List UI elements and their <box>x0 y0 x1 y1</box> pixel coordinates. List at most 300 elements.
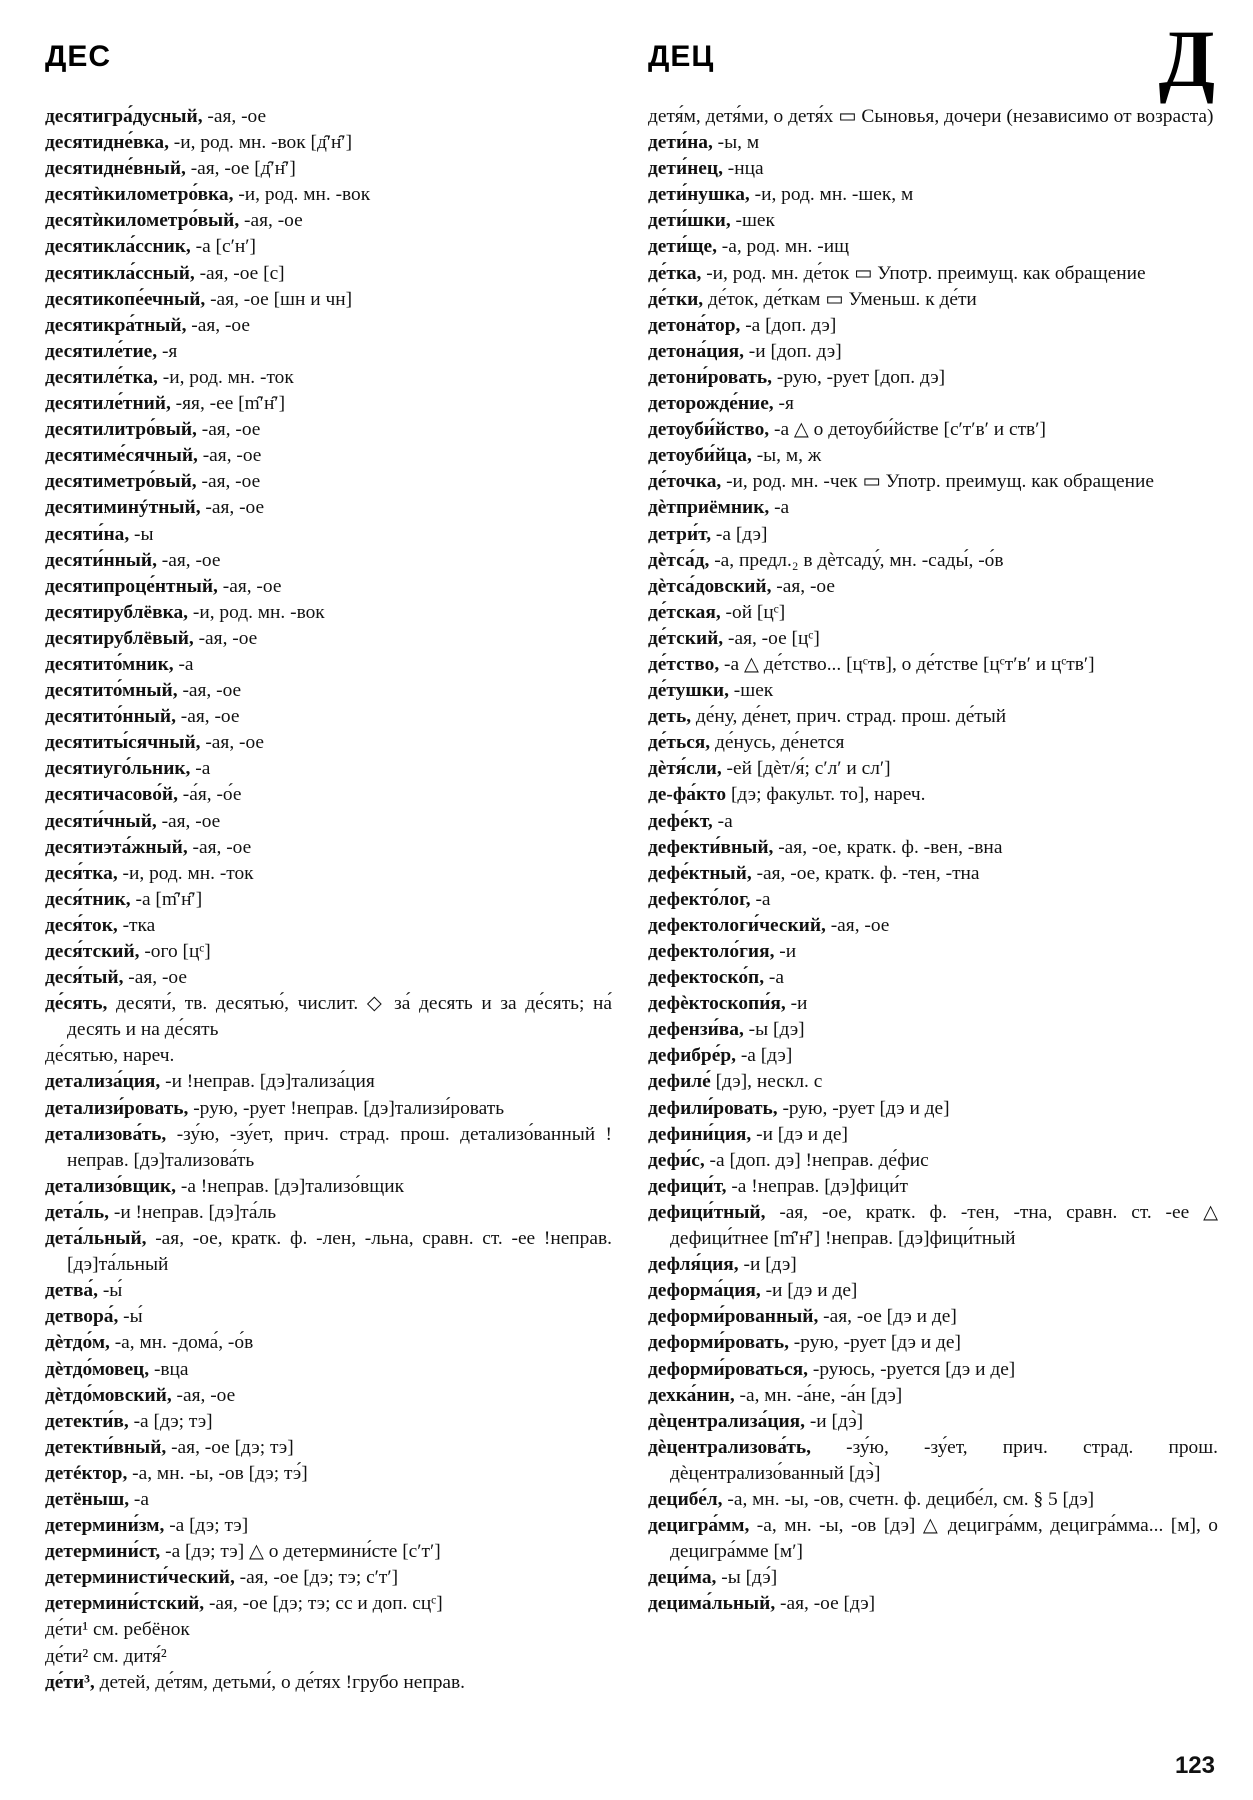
dictionary-entry <box>648 1487 1218 1513</box>
entry-text: детей, де́тям, детьми́, о де́тях !грубо неправ. <box>94 1671 466 1693</box>
entry-headword: десятиминýтный, <box>45 497 201 519</box>
entry-text: -ы́ <box>118 1306 143 1328</box>
entry-headword: дефля́ция, <box>648 1254 739 1276</box>
entry-text: -ая, -ое <box>202 106 267 127</box>
entry-headword: де́сять, <box>45 993 108 1015</box>
dictionary-entry <box>45 1565 612 1591</box>
entry-text: -тка <box>117 914 156 936</box>
dictionary-entry <box>45 782 612 808</box>
entry-headword: дехка́нин, <box>648 1384 735 1406</box>
dictionary-entry <box>648 678 1218 704</box>
entry-text: -а [дэ; тэ] <box>164 1515 249 1537</box>
page-number: 123 <box>1174 1752 1215 1779</box>
dictionary-entry <box>45 626 612 652</box>
dictionary-entry <box>45 1539 612 1565</box>
entry-text: -ая, -ое [дэ; тэ; сс и доп. сцᶜ] <box>204 1593 443 1615</box>
entry-text: -и !неправ. [дэ]тализа́ция <box>160 1071 375 1093</box>
entry-headword: децибе́л, <box>648 1488 723 1510</box>
entry-headword: дети́на, <box>648 132 713 154</box>
dictionary-entry <box>648 1330 1218 1356</box>
entry-text: -ая, -ое [дэ; тэ; сʹтʹ] <box>234 1567 399 1589</box>
entry-headword: де́тская, <box>648 601 721 623</box>
dictionary-entry <box>648 365 1218 391</box>
entry-headword: деторожде́ние, <box>648 393 774 415</box>
dictionary-entry <box>648 1513 1218 1565</box>
entry-text: -руюсь, -руется [дэ и де] <box>808 1358 1016 1380</box>
entry-headword: детермини́зм, <box>45 1515 165 1537</box>
entry-text: -ая, -ое, кратк. ф. -вен, -вна <box>773 836 1003 858</box>
dictionary-entry <box>45 991 612 1043</box>
entry-text: -а <box>173 653 194 675</box>
entry-text: -и [дэ и де] <box>760 1280 858 1302</box>
entry-headword: дѐцентрализова́ть, <box>648 1436 812 1458</box>
entry-headword: детёныш, <box>45 1488 130 1510</box>
dictionary-entry <box>45 809 612 835</box>
dictionary-entry <box>648 443 1218 469</box>
dictionary-entry <box>648 991 1218 1017</box>
entry-headword: детва́, <box>45 1280 98 1302</box>
entry-text: -ая, -ое, кратк. ф. -тен, -тна <box>751 862 980 884</box>
entry-headword: детермини́стский, <box>45 1593 205 1615</box>
entry-text: -а, род. мн. -ищ <box>716 236 850 258</box>
entry-headword: дефѐктоскопи́я, <box>648 993 786 1015</box>
entry-headword: детри́т, <box>648 523 712 545</box>
entry-headword: деформи́роваться, <box>648 1358 809 1380</box>
entry-text: -а <box>750 888 771 910</box>
entry-headword: детоуби́йца, <box>648 445 752 467</box>
entry-headword: детализо́вщик, <box>45 1175 177 1197</box>
entry-text: -а [дэ] <box>711 523 768 545</box>
dictionary-entry <box>45 443 612 469</box>
dictionary-entry <box>45 1278 612 1304</box>
entry-text: де́ти² см. дитя́² <box>45 1645 167 1667</box>
entry-headword: детвора́, <box>45 1306 119 1328</box>
entry-text: -а <box>769 497 790 519</box>
entry-text: -а △ де́тство... [цᶜтв], о де́тстве [цᶜтʹвʹ и цᶜтвʹ] <box>719 653 1095 675</box>
dictionary-entry <box>648 600 1218 626</box>
dictionary-entry <box>45 1409 612 1435</box>
entry-text: -ы [дэ́] <box>716 1567 778 1589</box>
dictionary-entry <box>45 1487 612 1513</box>
dictionary-entry <box>648 965 1218 991</box>
dictionary-entry <box>45 600 612 626</box>
entry-text: -ая, -ое <box>175 706 240 728</box>
entry-headword: десятилитро́вый, <box>45 419 197 441</box>
dictionary-entry <box>648 730 1218 756</box>
entry-text: -ая, -ое [дэ и де] <box>818 1306 957 1328</box>
entry-headword: де́тский, <box>648 627 724 649</box>
entry-text: -ая, -ое, кратк. ф. -тен, -тна, сравн. ст. -ее △ дефици́тнее [m̑ʹн̑ʹ] !неправ. [дэ]фици́тный <box>670 1201 1218 1250</box>
dictionary-entry <box>45 1330 612 1356</box>
entry-text: -а, мн. -дома́, -о́в <box>109 1332 254 1354</box>
entry-text: -ая, -ое <box>239 210 303 232</box>
dictionary-entry <box>45 365 612 391</box>
entry-headword: десятиле́тие, <box>45 340 158 362</box>
entry-headword: десятиле́тний, <box>45 393 171 415</box>
entry-text: -а, предл.₂ в дѐтсаду́, мн. -сады́, -о́в <box>709 549 1004 571</box>
dictionary-entry <box>45 704 612 730</box>
entry-text: -а △ о детоуби́йстве [сʹтʹвʹ и ствʹ] <box>769 419 1046 441</box>
entry-text: детя́м, детя́ми, о детя́х ▭ Сыновья, дочери (независимо от возраста) <box>648 106 1214 127</box>
entry-headword: дефи́с, <box>648 1149 705 1171</box>
dictionary-entry <box>648 1043 1218 1069</box>
dictionary-entry <box>648 261 1218 287</box>
dictionary-entry <box>648 1174 1218 1200</box>
entry-text: -ая, -ое <box>825 914 890 936</box>
entry-text: -ей [дѐт/я́; сʹлʹ и слʹ] <box>721 758 891 780</box>
entry-text: -и <box>774 941 797 962</box>
entry-headword: дѐтдо́мовский, <box>45 1384 172 1406</box>
entry-text: -и, род. мн. -вок <box>188 601 325 623</box>
dictionary-entry <box>648 234 1218 260</box>
dictionary-entry <box>45 261 612 287</box>
dictionary-entry <box>648 887 1218 913</box>
entry-headword: деся́тский, <box>45 941 140 962</box>
entry-headword: дети́нушка, <box>648 184 750 206</box>
entry-text: -ая, -ое [дэ] <box>775 1593 876 1615</box>
entry-text: -а, мн. -ы, -ов [дэ] △ децигра́мм, децигра́мма... [м], о децигра́мме [мʹ] <box>670 1515 1218 1563</box>
entry-text: -и, род. мн. -вок <box>233 184 371 206</box>
entry-headword: десятиуго́льник, <box>45 758 191 780</box>
entry-text: -а [m̑ʹн̑ʹ] <box>130 888 203 910</box>
entry-headword: десятипроце́нтный, <box>45 575 218 597</box>
entry-text: -ая, -ое [дэ; тэ] <box>166 1436 294 1458</box>
dictionary-entry <box>648 574 1218 600</box>
dictionary-entry <box>648 939 1218 965</box>
entry-text: -рую, -рует [доп. дэ] <box>772 366 946 388</box>
entry-headword: деся́тник, <box>45 888 131 910</box>
dictionary-entry <box>648 835 1218 861</box>
entry-text: -ого [цᶜ] <box>139 941 211 962</box>
entry-headword: детерминисти́ческий, <box>45 1567 235 1589</box>
entry-text: де́ну, де́нет, прич. страд. прош. де́тый <box>691 706 1007 728</box>
entry-headword: десятикра́тный, <box>45 314 187 336</box>
entry-headword: де-фа́кто <box>648 784 727 806</box>
entry-text: -и [доп. дэ] <box>743 340 842 362</box>
dictionary-entry <box>648 287 1218 313</box>
entry-text: -ой [цᶜ] <box>720 601 786 623</box>
dictionary-entry <box>45 182 612 208</box>
entry-headword: дѐтса́довский, <box>648 575 772 597</box>
entry-text: -ая, -ое <box>200 497 265 519</box>
entry-text: -ая, -ое <box>171 1384 236 1406</box>
dictionary-entry <box>648 861 1218 887</box>
entry-text: де́ток, де́ткам ▭ Уменьш. к де́ти <box>703 288 977 310</box>
entry-headword: детализова́ть, <box>45 1123 167 1145</box>
dictionary-entry <box>45 965 612 991</box>
entry-headword: детекти́в, <box>45 1410 129 1432</box>
entry-headword: дефибре́р, <box>648 1045 736 1067</box>
dictionary-entry <box>45 156 612 182</box>
entry-text: -ая, -ое [цᶜ] <box>723 627 820 649</box>
entry-headword: детона́ция, <box>648 340 744 362</box>
entry-headword: деся́тка, <box>45 862 118 884</box>
entry-headword: дефиле́ <box>648 1071 711 1093</box>
dictionary-entry <box>45 1357 612 1383</box>
entry-headword: детермини́ст, <box>45 1541 161 1563</box>
dictionary-entry <box>45 1644 612 1670</box>
dictionary-entry <box>648 417 1218 443</box>
entry-headword: дефектоско́п, <box>648 967 765 989</box>
dictionary-entry <box>648 495 1218 521</box>
entry-headword: дети́ще, <box>648 236 717 258</box>
entry-headword: дѐтдо́м, <box>45 1332 110 1354</box>
dictionary-entry <box>45 1069 612 1095</box>
entry-headword: де́тка, <box>648 262 702 284</box>
entry-text: десяти́, тв. десятью́, числит. ◇ за́ десять и за де́сять; на́ десять и на де́сять <box>67 993 612 1041</box>
entry-headword: десятигра́дусный, <box>45 106 203 127</box>
entry-headword: дефекто́лог, <box>648 888 751 910</box>
dictionary-entry <box>45 678 612 704</box>
entry-headword: деформа́ция, <box>648 1280 761 1302</box>
entry-text: -и, род. мн. -ток <box>117 862 254 884</box>
entry-text: -ы [дэ] <box>743 1019 805 1041</box>
dictionary-entry <box>648 1017 1218 1043</box>
dictionary-entry <box>648 1278 1218 1304</box>
entry-text: -а <box>764 967 784 989</box>
dictionary-entry <box>45 1435 612 1461</box>
entry-text: де́ти¹ см. ребёнок <box>45 1619 190 1641</box>
entry-headword: десятито́нный, <box>45 706 176 728</box>
dictionary-entry <box>45 391 612 417</box>
dictionary-entry <box>45 522 612 548</box>
dictionary-entry <box>45 887 612 913</box>
dictionary-entry <box>45 756 612 782</box>
entry-text: -зу́ю, -зу́ет, прич. страд. прош. детализо́ванный !неправ. [дэ]тализова́ть <box>67 1123 612 1171</box>
entry-text: -нца <box>722 158 764 180</box>
entry-text: -и [дэ] <box>738 1254 797 1276</box>
entry-text: -а, мн. -ы, -ов, счетн. ф. децибе́л, см. § 5 [дэ] <box>722 1488 1095 1510</box>
entry-text: -и <box>785 993 808 1015</box>
entry-headword: десятикопе́ечный, <box>45 288 206 310</box>
entry-headword: де́тки, <box>648 288 704 310</box>
entry-text: -зу́ю, -зу́ет, прич. страд. прош. дѐцентрализо́ванный [дэ̀] <box>670 1436 1218 1484</box>
entry-text: -а, мн. -ы, -ов [дэ; тэ́] <box>127 1462 308 1484</box>
entry-text: -ы, м <box>712 132 760 154</box>
entry-headword: деть, <box>648 706 692 728</box>
entry-text: -я <box>773 393 794 415</box>
entry-headword: де́тушки, <box>648 680 729 702</box>
entry-headword: дефе́ктный, <box>648 862 752 884</box>
entry-headword: деци́ма, <box>648 1567 717 1589</box>
dictionary-entry <box>648 913 1218 939</box>
right-column <box>648 104 1218 1617</box>
entry-text: -ая, -ое, кратк. ф. -лен, -льна, сравн. ст. -ее !неправ. [дэ]та́льный <box>67 1228 612 1276</box>
entry-headword: дефекти́вный, <box>648 836 774 858</box>
dictionary-entry <box>648 182 1218 208</box>
entry-text: -шек <box>728 680 774 702</box>
entry-text: -а [сʹнʹ] <box>190 236 256 258</box>
dictionary-entry <box>45 730 612 756</box>
entry-text: -яя, -ее [m̑ʹн̑ʹ] <box>170 393 286 415</box>
dictionary-entry <box>648 548 1218 574</box>
entry-headword: десяти́чный, <box>45 810 157 832</box>
entry-headword: деформи́ровать, <box>648 1332 789 1354</box>
entry-headword: десятикла́ссный, <box>45 262 195 284</box>
entry-headword: десятикла́ссник, <box>45 236 191 258</box>
entry-headword: дефе́кт, <box>648 810 713 832</box>
entry-text: -а <box>129 1488 149 1510</box>
dictionary-entry <box>45 1617 612 1643</box>
entry-text: -ая, -ое <box>771 575 835 597</box>
dictionary-entry <box>45 939 612 965</box>
entry-text: -а [доп. дэ] <box>740 314 837 336</box>
entry-text: -а !неправ. [дэ]фици́т <box>726 1175 908 1197</box>
entry-headword: де́точка, <box>648 471 722 493</box>
entry-text: де́нусь, де́нется <box>710 732 845 754</box>
entry-headword: детализа́ция, <box>45 1071 161 1093</box>
dictionary-entry <box>648 704 1218 730</box>
dictionary-entry <box>648 104 1218 130</box>
entry-headword: дѐтса́д, <box>648 549 710 571</box>
entry-text: -и [дэ̀] <box>805 1410 864 1432</box>
entry-text: -ы́ <box>97 1280 123 1302</box>
dictionary-entry <box>648 1252 1218 1278</box>
entry-text: -и [дэ и де] <box>751 1123 848 1145</box>
entry-text: -ая, -ое [с] <box>194 262 285 284</box>
entry-headword: дѐтя́сли, <box>648 758 722 780</box>
entry-headword: десятидне́вка, <box>45 132 169 154</box>
dictionary-entry <box>648 339 1218 365</box>
entry-text: -ая, -ое <box>187 836 252 858</box>
entry-text: -ая, -ое <box>197 445 262 467</box>
entry-headword: детекти́вный, <box>45 1436 167 1458</box>
entry-text: -и, род. мн. -шек, м <box>749 184 914 206</box>
entry-headword: дефини́ция, <box>648 1123 752 1145</box>
entry-text: -ая, -ое <box>156 549 221 571</box>
dictionary-entry <box>648 1565 1218 1591</box>
entry-headword: десятирублёвка, <box>45 601 189 623</box>
entry-headword: дефектоло́гия, <box>648 941 775 962</box>
dictionary-entry <box>45 1461 612 1487</box>
entry-headword: дефици́т, <box>648 1175 727 1197</box>
dictionary-entry <box>648 1357 1218 1383</box>
entry-text: -ая, -ое <box>186 314 250 336</box>
dictionary-entry <box>45 1174 612 1200</box>
entry-headword: десяти́нный, <box>45 549 157 571</box>
dictionary-entry <box>45 1226 612 1278</box>
entry-text: -ая, -ое [д̑ʹн̑ʹ] <box>185 158 296 180</box>
entry-headword: десятирублёвый, <box>45 627 194 649</box>
entry-headword: дефили́ровать, <box>648 1097 778 1119</box>
entry-text: -и, род. мн. -ток <box>157 366 294 388</box>
entry-text: -а <box>190 758 211 780</box>
entry-headword: детони́ровать, <box>648 366 773 388</box>
entry-headword: де́тство, <box>648 653 720 675</box>
entry-headword: десятичасово́й, <box>45 784 178 806</box>
entry-text: -и, род. мн. -вок [д̑ʹн̑ʹ] <box>168 132 353 154</box>
dictionary-entry <box>648 1096 1218 1122</box>
entry-text: -а [дэ; тэ] △ о детермини́сте [сʹтʹ] <box>160 1541 441 1563</box>
entry-headword: десятиты́сячный, <box>45 732 201 754</box>
entry-headword: децима́льный, <box>648 1593 776 1615</box>
entry-text: -вца <box>149 1358 189 1380</box>
entry-headword: десятито́мный, <box>45 680 178 702</box>
entry-text: -а [дэ; тэ] <box>128 1410 213 1432</box>
dictionary-entry <box>648 1383 1218 1409</box>
entry-text: -а́я, -о́е <box>177 784 242 806</box>
entry-headword: десятѝкилометро́вый, <box>45 210 240 232</box>
dictionary-entry <box>648 1148 1218 1174</box>
entry-headword: де́ти³, <box>45 1671 95 1693</box>
dictionary-entry <box>45 339 612 365</box>
entry-text: -ы, м, ж <box>751 445 822 467</box>
entry-headword: деформи́рованный, <box>648 1306 819 1328</box>
entry-text: -а [доп. дэ] !неправ. де́фис <box>704 1149 929 1171</box>
entry-headword: детона́тор, <box>648 314 741 336</box>
dictionary-entry <box>45 1304 612 1330</box>
entry-headword: дета́ль, <box>45 1201 110 1223</box>
entry-text: -а [дэ] <box>735 1045 793 1067</box>
entry-headword: десятиэта́жный, <box>45 836 188 858</box>
entry-headword: де́ться, <box>648 732 711 754</box>
dictionary-entry <box>648 469 1218 495</box>
left-column <box>45 104 612 1696</box>
entry-headword: дѐтприёмник, <box>648 497 770 519</box>
dictionary-entry <box>648 156 1218 182</box>
left-guide-word: ДЕС <box>45 40 112 73</box>
dictionary-entry <box>45 548 612 574</box>
dictionary-entry <box>648 1435 1218 1487</box>
entry-text: -ая, -ое <box>196 419 261 441</box>
dictionary-entry <box>45 1043 612 1069</box>
entry-text: -ая, -ое [шн и чн] <box>205 288 353 310</box>
entry-headword: десяти́на, <box>45 523 130 545</box>
dictionary-entry <box>648 1200 1218 1252</box>
entry-headword: десятидне́вный, <box>45 158 186 180</box>
entry-text: -ая, -ое <box>123 967 187 989</box>
entry-headword: десятиле́тка, <box>45 366 158 388</box>
dictionary-entry <box>648 782 1218 808</box>
entry-text: -шек <box>730 210 775 232</box>
entry-headword: детоуби́йство, <box>648 419 770 441</box>
entry-text: -ая, -ое <box>193 627 258 649</box>
entry-headword: дефици́тный, <box>648 1201 766 1223</box>
entry-headword: десятиме́сячный, <box>45 445 198 467</box>
dictionary-entry <box>45 1513 612 1539</box>
entry-text: -ая, -ое <box>177 680 242 702</box>
dictionary-entry <box>45 574 612 600</box>
entry-headword: дѐтдо́мовец, <box>45 1358 150 1380</box>
entry-text: -а <box>712 810 733 832</box>
entry-headword: дети́нец, <box>648 158 723 180</box>
dictionary-entry <box>45 287 612 313</box>
entry-headword: дефензи́ва, <box>648 1019 744 1041</box>
entry-text: [дэ], нескл. с <box>710 1071 823 1093</box>
entry-text: -рую, -рует [дэ и де] <box>777 1097 950 1119</box>
dictionary-entry <box>45 208 612 234</box>
right-guide-word: ДЕЦ <box>648 40 715 73</box>
dictionary-entry <box>45 1122 612 1174</box>
dictionary-entry <box>648 1122 1218 1148</box>
entry-text: -я <box>157 340 178 362</box>
entry-headword: десятиметро́вый, <box>45 471 197 493</box>
entry-text: -и !неправ. [дэ]та́ль <box>109 1201 277 1223</box>
dictionary-entry <box>648 391 1218 417</box>
entry-text: де́сятью, нареч. <box>45 1045 175 1067</box>
entry-text: -ы <box>129 523 154 545</box>
entry-text: -ая, -ое <box>196 471 261 493</box>
dictionary-entry <box>45 417 612 443</box>
dictionary-entry <box>45 1383 612 1409</box>
entry-headword: дета́льный, <box>45 1228 147 1250</box>
entry-text: [дэ; факульт. то], нареч. <box>726 784 926 806</box>
dictionary-entry <box>45 835 612 861</box>
entry-headword: дефектологи́ческий, <box>648 914 826 936</box>
entry-text: -а, мн. -а́не, -а́н [дэ] <box>734 1384 903 1406</box>
entry-headword: децигра́мм, <box>648 1515 750 1537</box>
dictionary-entry <box>45 469 612 495</box>
